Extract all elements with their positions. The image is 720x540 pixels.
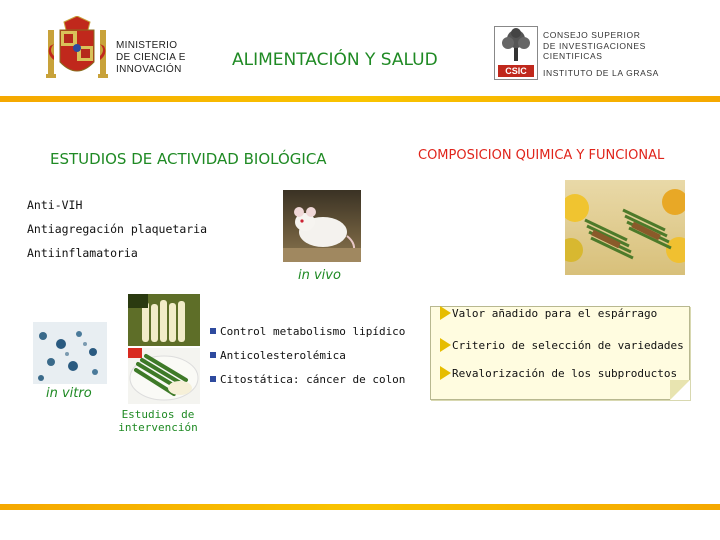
tree-icon bbox=[495, 27, 537, 63]
csic-badge: CSIC bbox=[498, 65, 534, 77]
coat-of-arms-icon bbox=[44, 16, 110, 84]
ministry-line-3: INNOVACIÓN bbox=[116, 64, 182, 75]
csic-line-2: DE INVESTIGACIONES bbox=[543, 40, 646, 51]
bullet-text: Citostática: cáncer de colon bbox=[220, 373, 406, 386]
in-vivo-label: in vivo bbox=[298, 268, 341, 283]
intervention-studies-label bbox=[118, 408, 198, 434]
composition-note-box bbox=[430, 306, 690, 400]
section-title-composition: COMPOSICION QUIMICA Y FUNCIONAL bbox=[418, 148, 665, 163]
list-item bbox=[440, 338, 684, 352]
cell-culture-photo bbox=[33, 322, 107, 384]
list-item bbox=[210, 373, 405, 386]
csic-name bbox=[543, 30, 646, 62]
note-text: Valor añadido para el espárrago bbox=[452, 307, 658, 320]
arrow-bullet-icon bbox=[440, 366, 451, 380]
bullet-square-icon bbox=[210, 352, 216, 358]
intervention-line-2: intervención bbox=[118, 421, 198, 434]
intervention-line-1: Estudios de bbox=[121, 408, 195, 421]
activity-anti-vih: Anti-VIH bbox=[27, 198, 83, 212]
institute-name: INSTITUTO DE LA GRASA bbox=[543, 68, 659, 78]
in-vitro-label: in vitro bbox=[46, 386, 92, 401]
white-asparagus-photo bbox=[128, 294, 200, 346]
ministry-name bbox=[116, 40, 186, 76]
csic-line-3: CIENTIFICAS bbox=[543, 51, 603, 61]
asparagus-market-photo bbox=[565, 180, 685, 275]
activity-antiinflammatory: Antiinflamatoria bbox=[27, 246, 138, 260]
ministry-line-2: DE CIENCIA E bbox=[116, 52, 186, 63]
page-title: ALIMENTACIÓN Y SALUD bbox=[232, 50, 438, 70]
list-item bbox=[440, 366, 677, 380]
csic-line-1: CONSEJO SUPERIOR bbox=[543, 30, 641, 40]
list-item bbox=[210, 325, 405, 338]
green-asparagus-dish-photo bbox=[128, 348, 200, 404]
footer-divider bbox=[0, 504, 720, 510]
page-curl-icon bbox=[670, 380, 690, 400]
note-text: Revalorización de los subproductos bbox=[452, 367, 678, 380]
csic-logo bbox=[494, 26, 538, 80]
rat-photo bbox=[283, 190, 361, 262]
arrow-bullet-icon bbox=[440, 306, 451, 320]
list-item bbox=[440, 306, 657, 320]
header-divider bbox=[0, 96, 720, 102]
ministry-line-1: MINISTERIO bbox=[116, 40, 178, 51]
bullet-square-icon bbox=[210, 328, 216, 334]
section-title-biological-activity: ESTUDIOS DE ACTIVIDAD BIOLÓGICA bbox=[50, 150, 327, 168]
arrow-bullet-icon bbox=[440, 338, 451, 352]
bullet-text: Control metabolismo lipídico bbox=[220, 325, 406, 338]
list-item bbox=[210, 349, 346, 362]
note-text: Criterio de selección de variedades bbox=[452, 339, 684, 352]
bullet-text: Anticolesterolémica bbox=[220, 349, 346, 362]
activity-antiaggregation: Antiagregación plaquetaria bbox=[27, 222, 208, 236]
bullet-square-icon bbox=[210, 376, 216, 382]
